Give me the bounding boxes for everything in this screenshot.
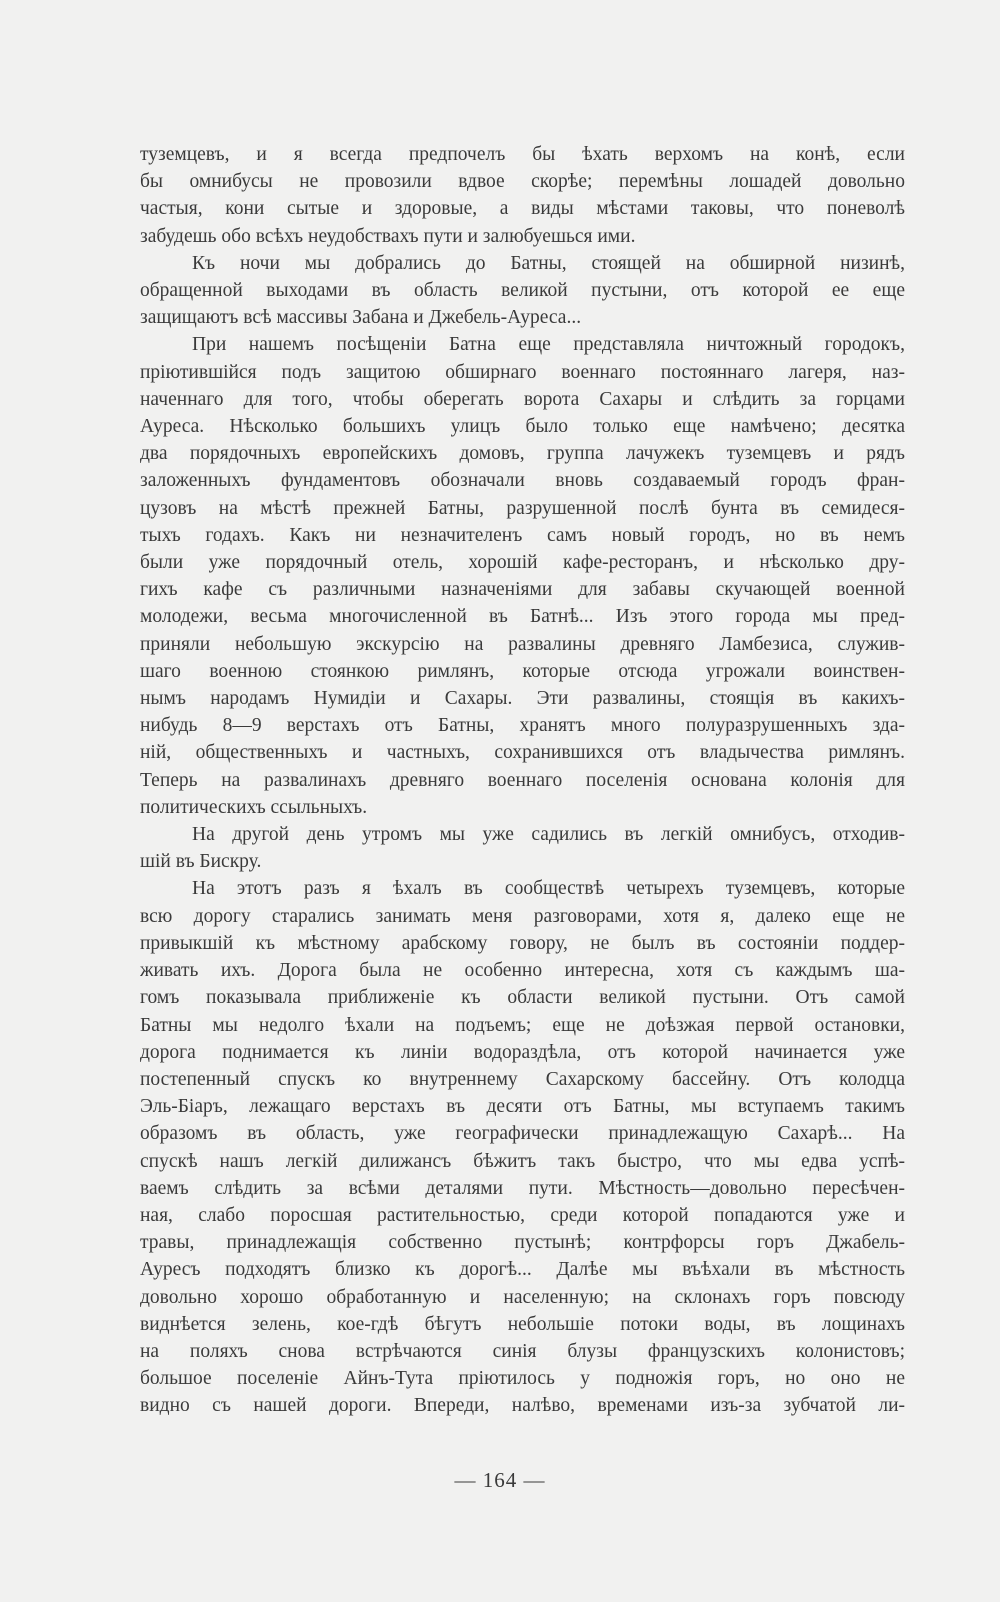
text-line: гомъ показывала приближеніе къ области великой пустыни. Отъ самой [140,987,905,1009]
text-line: образомъ въ область, уже географически принадлежащую Сахарѣ... На [140,1123,905,1145]
text-line: Ауресъ подходятъ близко къ дорогѣ... Далѣе мы въѣхали въ мѣстность [140,1259,905,1281]
paragraph [140,141,905,250]
paragraph [140,250,905,332]
page-number: — 164 — [454,1468,546,1492]
text-line: тыхъ годахъ. Какъ ни незначителенъ самъ новый городъ, но въ немъ [140,524,905,546]
text-line: довольно хорошо обработанную и населенную; на склонахъ горъ повсюду [140,1286,905,1308]
text-line: заложенныхъ фундаментовъ обозначали вновь создаваемый городъ фран- [140,470,905,492]
text-line: частыя, кони сытые и здоровые, а виды мѣстами таковы, что поневолѣ [140,198,905,220]
paragraph [140,821,905,875]
text-line: ная, слабо поросшая растительностью, среди которой попадаются уже и [140,1204,905,1226]
text-line: ній, общественныхъ и частныхъ, сохранившихся отъ владычества римлянъ. [140,742,905,764]
text-line: Батны мы недолго ѣхали на подъемъ; еще не доѣзжая первой остановки, [140,1014,905,1036]
text-line: шаго военною стоянкою римлянъ, которые отсюда угрожали воинствен- [140,660,905,682]
text-line: ваемъ слѣдить за всѣми деталями пути. Мѣстность—довольно пересѣчен- [140,1177,905,1199]
text-line: два порядочныхъ европейскихъ домовъ, группа лачужекъ туземцевъ и рядъ [140,443,905,465]
text-line: привыкшій къ мѣстному арабскому говору, не былъ въ состояніи поддер- [140,932,905,954]
text-line: на поляхъ снова встрѣчаются синія блузы французскихъ колонистовъ; [140,1340,905,1362]
text-line: На другой день утромъ мы уже садились въ легкій омнибусъ, отходив- [192,824,905,846]
text-line: шій въ Бискру. [140,851,262,873]
text-line: На этотъ разъ я ѣхалъ въ сообществѣ четырехъ туземцевъ, которые [192,878,905,900]
text-line: живать ихъ. Дорога была не особенно интересна, хотя съ каждымъ ша- [140,960,905,982]
text-line: травы, принадлежащія собственно пустынѣ; контрфорсы горъ Джабель- [140,1232,905,1254]
text-line: приняли небольшую экскурсію на развалины древняго Ламбезиса, служив- [140,633,905,655]
paragraph [140,875,905,1419]
text-line: цузовъ на мѣстѣ прежней Батны, разрушенной послѣ бунта въ семидеся- [140,497,905,519]
text-line: бы омнибусы не провозили вдвое скорѣе; перемѣны лошадей довольно [140,171,905,193]
text-line: нибудь 8—9 верстахъ отъ Батны, хранятъ много полуразрушенныхъ зда- [140,715,905,737]
text-line: Теперь на развалинахъ древняго военнаго поселенія основана колонія для [140,769,905,791]
text-line: Ауреса. Нѣсколько большихъ улицъ было только еще намѣчено; десятка [140,416,905,438]
text-line: нымъ народамъ Нумидіи и Сахары. Эти развалины, стоящія въ какихъ- [140,688,905,710]
text-line: При нашемъ посѣщеніи Батна еще представляла ничтожный городокъ, [192,334,905,356]
text-line: политическихъ ссыльныхъ. [140,796,368,818]
text-line: дорога поднимается къ линіи водораздѣла, отъ которой начинается уже [140,1041,905,1063]
text-line: большое поселеніе Айнъ-Тута пріютилось у подножія горъ, но оно не [140,1368,905,1390]
text-line: туземцевъ, и я всегда предпочелъ бы ѣхать верхомъ на конѣ, если [140,144,905,165]
text-line: были уже порядочный отель, хорошій кафе-ресторанъ, и нѣсколько дру- [140,552,905,574]
text-line: постепенный спускъ ко внутреннему Сахарскому бассейну. Отъ колодца [140,1068,905,1090]
text-line: Эль-Біаръ, лежащаго верстахъ въ десяти отъ Батны, мы вступаемъ такимъ [140,1096,905,1118]
text-line: Къ ночи мы добрались до Батны, стоящей на обширной низинѣ, [192,252,905,274]
text-line: всю дорогу старались занимать меня разговорами, хотя я, далеко еще не [140,905,905,927]
text-line: видно съ нашей дороги. Впереди, налѣво, временами изъ-за зубчатой ли- [140,1395,905,1417]
text-line: гихъ кафе съ различными назначеніями для забавы скучающей военной [140,579,905,601]
body-text [140,141,905,1420]
text-line: забудешь обо всѣхъ неудобствахъ пути и залюбуешься ими. [140,225,636,247]
text-line: виднѣется зелень, кое-гдѣ бѣгутъ небольшіе потоки воды, въ лощинахъ [140,1313,905,1335]
text-line: защищаютъ всѣ массивы Забана и Джебель-Ауреса... [140,307,582,329]
text-line: молодежи, весьма многочисленной въ Батнѣ... Изъ этого города мы пред- [140,606,905,628]
text-line: наченнаго для того, чтобы оберегать ворота Сахары и слѣдить за горцами [140,388,905,410]
text-line: спускѣ нашъ легкій дилижансъ бѣжитъ такъ быстро, что мы едва успѣ- [140,1150,905,1172]
text-line: обращенной выходами въ область великой пустыни, отъ которой ее еще [140,280,905,302]
paragraph [140,331,905,821]
text-line: пріютившійся подъ защитою обширнаго военнаго постояннаго лагеря, наз- [140,361,905,383]
